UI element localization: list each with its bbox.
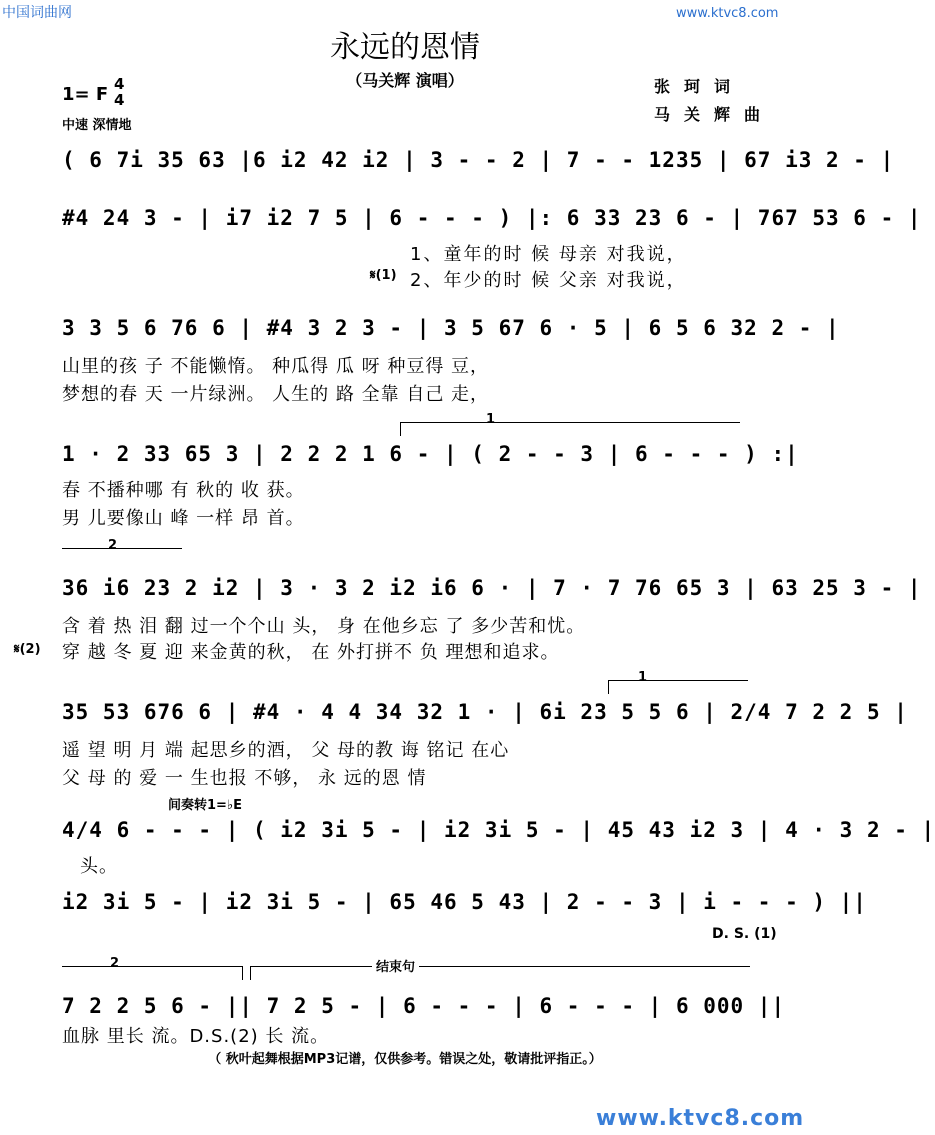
- lyric-row-5-verse-2: 穿 越 冬 夏 迎 来金黄的秋， 在 外打拼不 负 理想和追求。: [62, 642, 560, 663]
- lyric-row-4-verse-2: 男 儿要像山 峰 一样 昂 首。: [62, 508, 305, 529]
- volta-bracket-2b-hook: [242, 966, 243, 980]
- composer-credit: 马关辉曲: [654, 105, 775, 124]
- volta-bracket-1-hook: [400, 422, 401, 436]
- volta-label-2b: 2: [110, 956, 120, 971]
- lyric-row-4-verse-1: 春 不播种哪 有 秋的 收 获。: [62, 480, 305, 501]
- site-watermark-bottom: www.ktvc8.com: [596, 1106, 805, 1131]
- key-signature: 1= F: [62, 84, 109, 105]
- lyric-row-9: 血脉 里长 流。D.S.(2) 长 流。: [62, 1026, 330, 1047]
- volta-bracket-2: [62, 548, 182, 549]
- time-signature: [114, 76, 124, 108]
- volta-bracket-1b-hook: [608, 680, 609, 694]
- ending-bracket: [250, 966, 750, 967]
- notation-row-7: 4/4 6 - - - | ( i2 3i 5 - | i2 3i 5 - | 45 43 i2 3 | 4 · 3 2 - |: [62, 818, 935, 842]
- volta-bracket-1b: [608, 680, 748, 681]
- notation-row-8: i2 3i 5 - | i2 3i 5 - | 65 46 5 43 | 2 - - 3 | i - - - ) ||: [62, 890, 867, 914]
- lyric-row-2-verse-1: 1、童年的时 候 母亲 对我说，: [410, 244, 687, 265]
- notation-row-3: 3 3 5 6 76 6 | #4 3 2 3 - | 3 5 67 6 · 5 | 6 5 6 32 2 - |: [62, 316, 840, 340]
- lyric-row-5-verse-1: 含 着 热 泪 翻 过一个个山 头， 身 在他乡忘 了 多少苦和忧。: [62, 616, 586, 637]
- volta-label-1: 1: [486, 412, 496, 427]
- ending-bracket-hook: [250, 966, 251, 980]
- performer-line: （马关辉 演唱）: [346, 71, 464, 90]
- notation-row-4: 1 · 2 33 65 3 | 2 2 2 1 6 - | ( 2 - - 3 | 6 - - - ) :|: [62, 442, 799, 466]
- tempo-marking: 中速 深情地: [62, 118, 132, 133]
- time-signature-top: 4: [114, 75, 125, 93]
- site-watermark-left: 中国词曲网: [2, 5, 72, 21]
- volta-bracket-2b: [62, 966, 242, 967]
- notation-row-2: #4 24 3 - | i7 i2 7 5 | 6 - - - ) |: 6 33 23 6 - | 767 53 6 - |: [62, 206, 922, 230]
- transcription-note: （ 秋叶起舞根据MP3记谱，仅供参考。错误之处，敬请批评指正。）: [208, 1052, 602, 1067]
- dal-segno-1: D. S. (1): [712, 926, 777, 942]
- lyric-row-2-verse-2: 2、年少的时 候 父亲 对我说，: [410, 270, 687, 291]
- modulation-note: 间奏转1=♭E: [168, 798, 242, 813]
- site-watermark-right: www.ktvc8.com: [676, 6, 779, 21]
- segno-mark-2: 𝄋(2): [14, 642, 41, 657]
- volta-bracket-1: [400, 422, 740, 423]
- lyric-row-6-verse-1: 遥 望 明 月 端 起思乡的酒， 父 母的教 诲 铭记 在心: [62, 740, 510, 761]
- ending-label: 结束句: [372, 956, 419, 975]
- notation-row-5: 36 i6 23 2 i2 | 3 · 3 2 i2 i6 6 · | 7 · 7 76 65 3 | 63 25 3 - |: [62, 576, 922, 600]
- notation-row-9: 7 2 2 5 6 - || 7 2 5 - | 6 - - - | 6 - - - | 6 000 ||: [62, 994, 786, 1018]
- lyric-row-7: 头。: [80, 856, 118, 877]
- song-title: 永远的恩情: [330, 30, 480, 65]
- notation-row-6: 35 53 676 6 | #4 · 4 4 34 32 1 · | 6i 23 5 5 6 | 2/4 7 2 2 5 |: [62, 700, 908, 724]
- lyric-row-3-verse-2: 梦想的春 天 一片绿洲。 人生的 路 全靠 自己 走，: [62, 384, 490, 405]
- time-signature-bottom: 4: [114, 91, 125, 109]
- notation-row-1: ( 6 7i 35 63 |6 i2 42 i2 | 3 - - 2 | 7 - - 1235 | 67 i3 2 - |: [62, 148, 895, 172]
- lyric-row-6-verse-2: 父 母 的 爱 一 生也报 不够， 永 远的恩 情: [62, 768, 427, 789]
- volta-label-2: 2: [108, 538, 118, 553]
- volta-label-1b: 1: [638, 670, 648, 685]
- segno-mark-1: 𝄋(1): [370, 268, 397, 283]
- lyricist-credit: 张珂词: [654, 77, 745, 96]
- lyric-row-3-verse-1: 山里的孩 子 不能懒惰。 种瓜得 瓜 呀 种豆得 豆，: [62, 356, 490, 377]
